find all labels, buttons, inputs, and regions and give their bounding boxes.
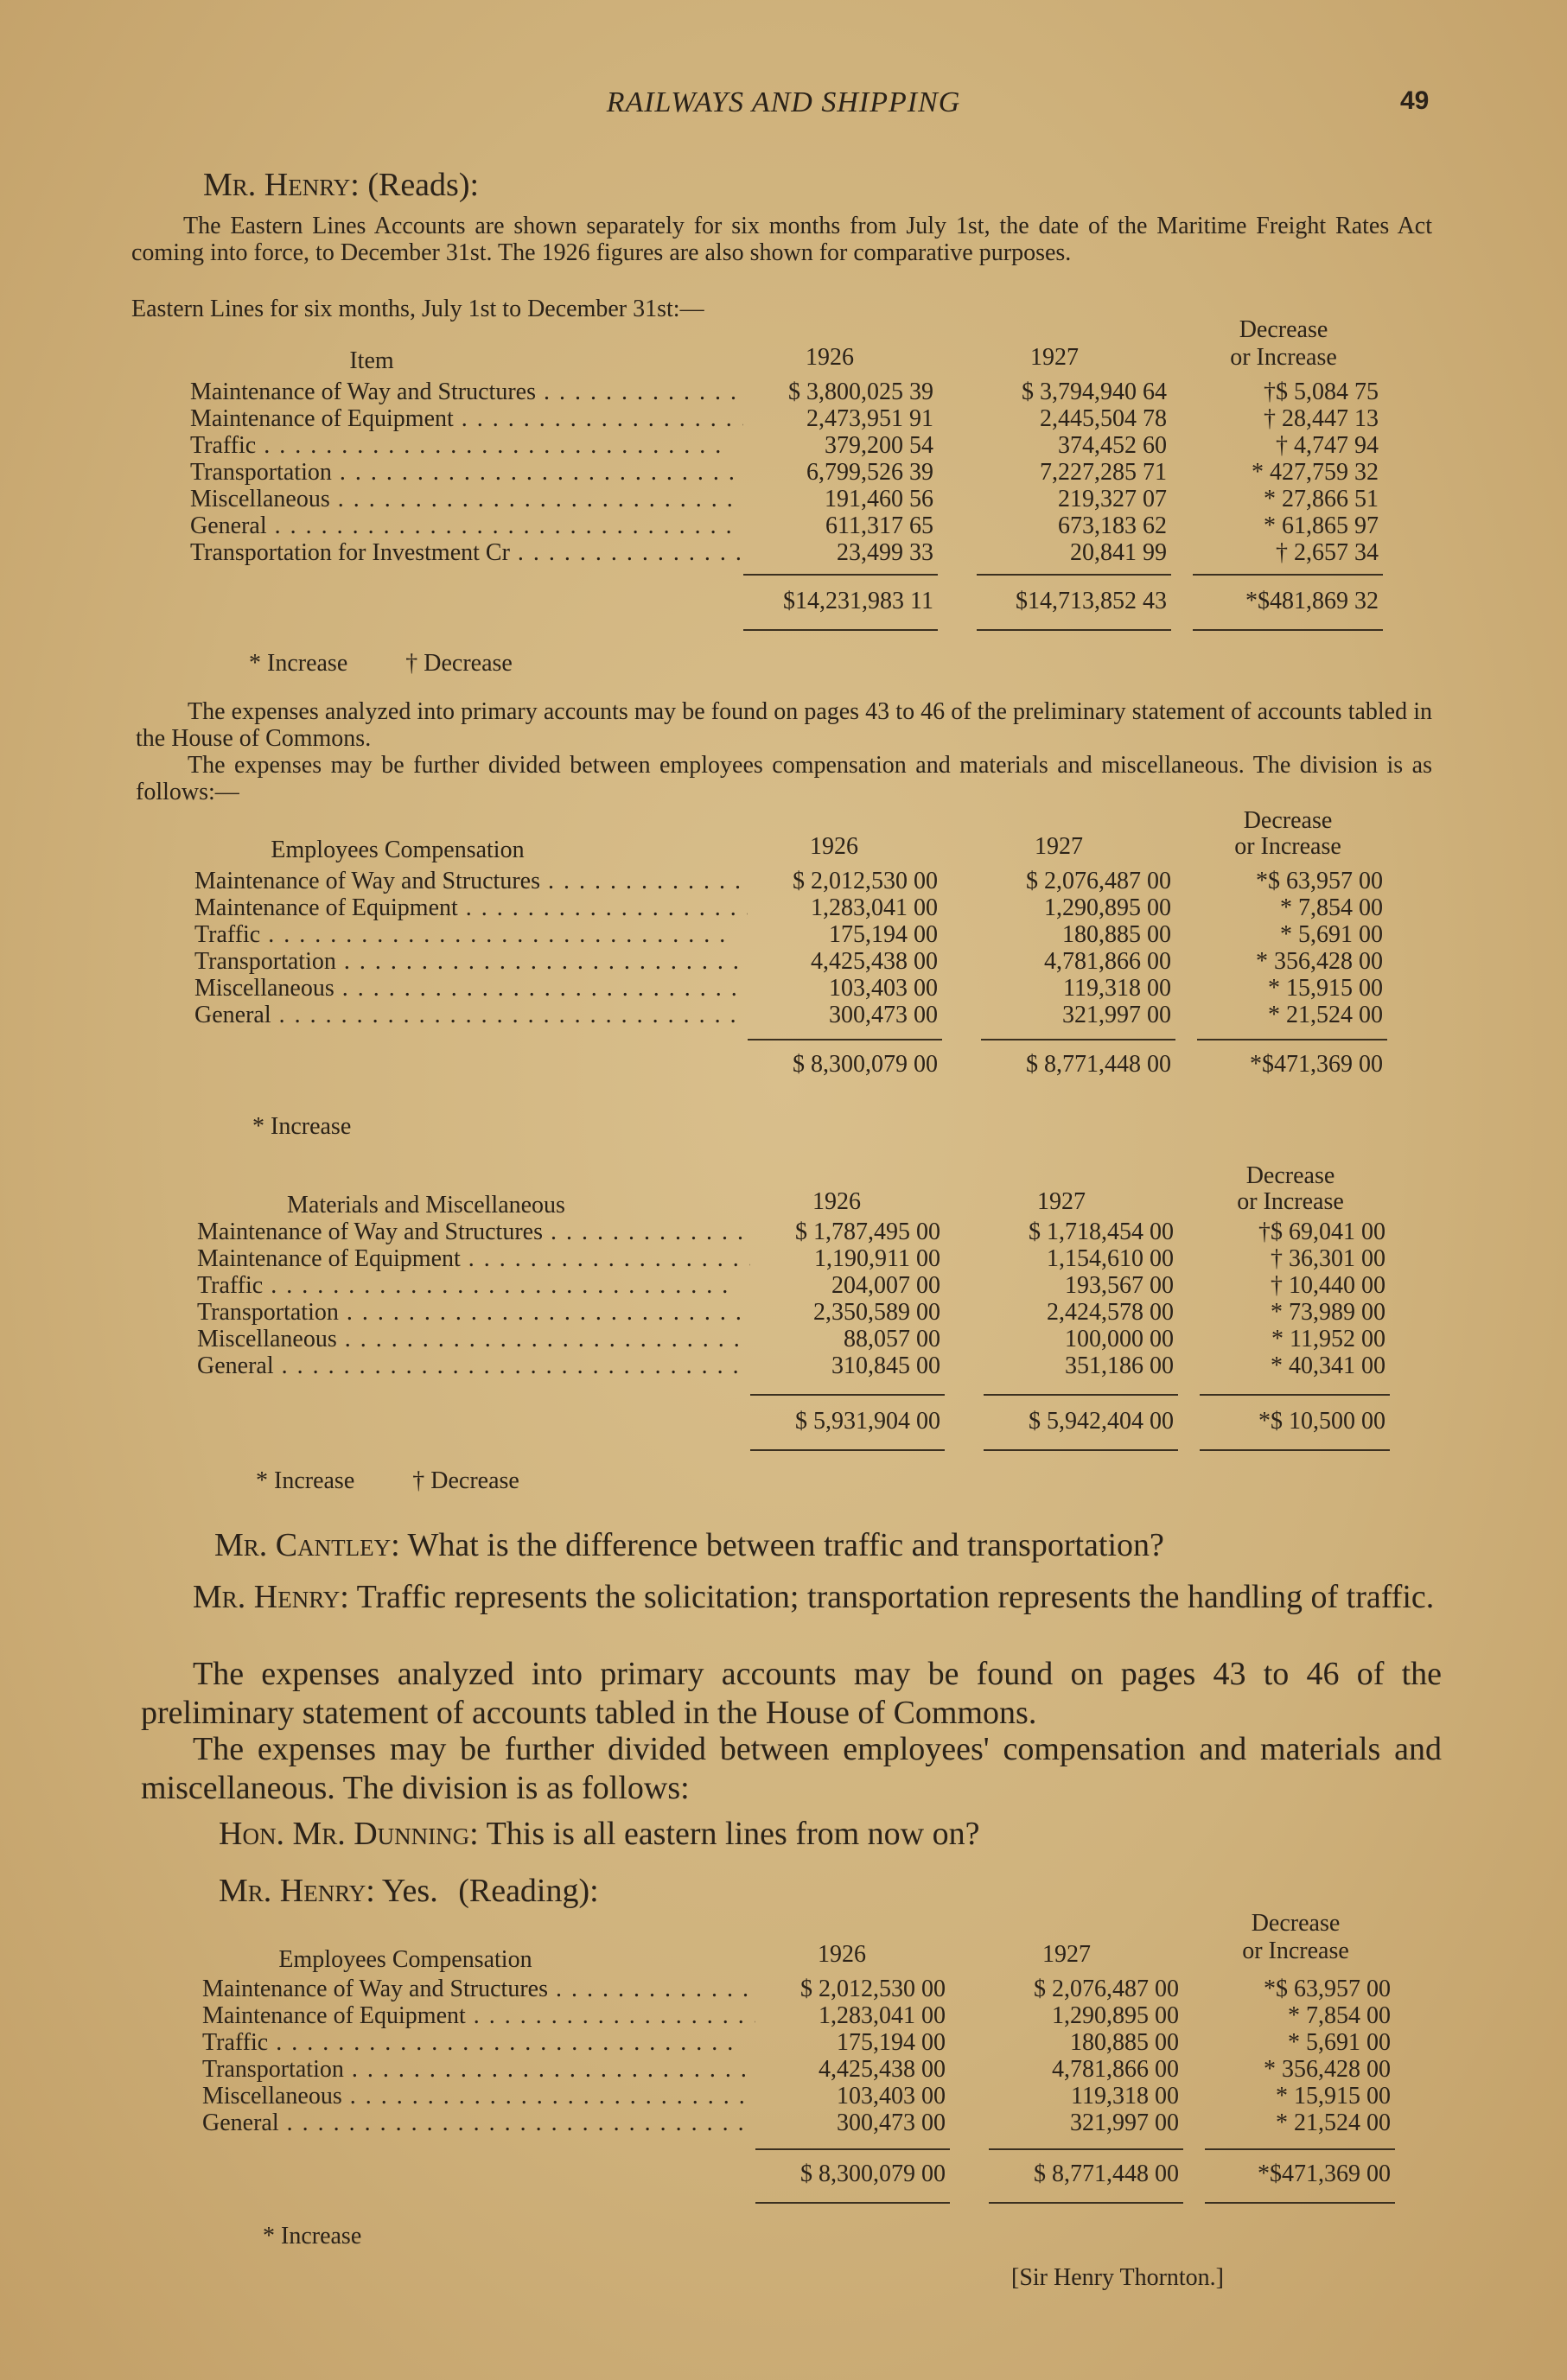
sum-rule	[750, 1449, 945, 1451]
value-1926: 2,350,589 00	[813, 1299, 940, 1326]
dialogue-text: Traffic represents the solicitation; transportation represents the handling of traffic.	[356, 1579, 1435, 1615]
col-header-1926: 1926	[812, 1188, 861, 1215]
value-1926: 175,194 00	[829, 921, 938, 948]
sum-rule	[989, 2202, 1183, 2204]
col-header-decrease: Decrease	[1239, 316, 1328, 343]
value-difference: * 7,854 00	[1288, 2002, 1391, 2029]
value-1926: 1,283,041 00	[819, 2002, 946, 2029]
col-header-decrease: Decrease	[1251, 1910, 1341, 1937]
value-difference: * 21,524 00	[1268, 1002, 1383, 1028]
col-header-decrease: Decrease	[1243, 807, 1333, 834]
row-label: Miscellaneous . . .	[190, 486, 743, 512]
col-header-item: Materials and Miscellaneous	[287, 1192, 565, 1219]
division-paragraph-large: The expenses may be further divided between employees' compensation and materials and miscellaneous. The division is as follows:	[141, 1731, 1442, 1806]
value-1927: 1,154,610 00	[1047, 1245, 1174, 1272]
value-1927: 7,227,285 71	[1040, 459, 1167, 486]
table-row	[202, 1976, 1395, 2002]
materials-misc-table	[197, 1162, 1390, 1456]
row-label: Maintenance of Way and Structures . . .	[190, 379, 743, 405]
stage-direction: (Reading):	[458, 1873, 599, 1909]
value-difference: † 2,657 34	[1276, 539, 1379, 566]
value-1926: 175,194 00	[837, 2029, 946, 2056]
footnote-increase: * Increase	[263, 2223, 362, 2250]
value-1927: 351,186 00	[1065, 1352, 1174, 1379]
value-1926: 310,845 00	[831, 1352, 940, 1379]
row-label: General . . .	[197, 1352, 750, 1379]
value-1926: 4,425,438 00	[811, 948, 938, 975]
table-row	[197, 1245, 1390, 1272]
sum-rule	[984, 1394, 1178, 1396]
row-label: Maintenance of Equipment . . .	[190, 405, 743, 432]
sum-rule	[1193, 629, 1383, 631]
footnote-decrease: † Decrease	[412, 1467, 519, 1494]
value-1927: 2,424,578 00	[1047, 1299, 1174, 1326]
value-1926: 6,799,526 39	[806, 459, 933, 486]
table-row	[202, 2083, 1395, 2110]
speaker-attribution: [Sir Henry Thornton.]	[1011, 2264, 1224, 2291]
row-label: Traffic . . .	[190, 432, 743, 459]
table-row	[202, 2029, 1395, 2056]
dialogue-text: Yes.	[381, 1873, 438, 1909]
value-1926: 191,460 56	[825, 486, 933, 512]
table-row	[194, 894, 1387, 921]
intro-subheading: Eastern Lines for six months, July 1st to December 31st:—	[131, 296, 704, 322]
value-1927: 4,781,866 00	[1052, 2056, 1179, 2083]
page-number: 49	[1400, 86, 1430, 115]
speaker-name: Hon. Mr. Dunning:	[219, 1816, 479, 1852]
value-difference: * 15,915 00	[1276, 2083, 1391, 2110]
value-difference: * 27,866 51	[1264, 486, 1379, 512]
row-label: Transportation . . .	[202, 2056, 755, 2083]
value-difference: † 36,301 00	[1271, 1245, 1385, 1272]
value-1926: 204,007 00	[831, 1272, 940, 1299]
value-1926: 23,499 33	[837, 539, 933, 566]
stage-direction: (Reads):	[367, 167, 480, 203]
table-row	[197, 1299, 1390, 1326]
value-1926: 300,473 00	[829, 1002, 938, 1028]
table-row	[202, 2056, 1395, 2083]
value-difference: * 40,341 00	[1271, 1352, 1385, 1379]
value-difference: * 5,691 00	[1288, 2029, 1391, 2056]
col-header-or-increase: or Increase	[1234, 833, 1341, 860]
dialogue-text: What is the difference between traffic and transportation?	[407, 1527, 1164, 1563]
table-row	[202, 2002, 1395, 2029]
row-label: Maintenance of Equipment . . .	[202, 2002, 755, 2029]
value-difference: * 11,952 00	[1271, 1326, 1385, 1352]
row-label: Traffic . . .	[197, 1272, 750, 1299]
sum-rule	[1205, 2202, 1395, 2204]
running-header: RAILWAYS AND SHIPPING	[606, 86, 961, 118]
value-difference: * 356,428 00	[1256, 948, 1383, 975]
col-header-1926: 1926	[810, 833, 858, 860]
table-row	[190, 405, 1383, 432]
total-difference: *$481,869 32	[1245, 588, 1379, 614]
table-row	[194, 975, 1387, 1002]
table3-footnote	[256, 1467, 571, 1495]
value-1926: $ 2,012,530 00	[793, 868, 938, 894]
value-difference: * 5,691 00	[1280, 921, 1383, 948]
sum-rule	[1200, 1394, 1390, 1396]
row-label: General . . .	[202, 2110, 755, 2136]
value-1926: 103,403 00	[829, 975, 938, 1002]
row-label: Maintenance of Way and Structures . . .	[194, 868, 748, 894]
eastern-lines-table	[190, 316, 1383, 645]
total-row	[197, 1408, 1390, 1435]
col-header-1927: 1927	[1030, 344, 1079, 371]
value-1927: 20,841 99	[1070, 539, 1167, 566]
intro-paragraph: The Eastern Lines Accounts are shown separately for six months from July 1st, the date of the Maritime Freight Rates Act coming into force, to December 31st. The 1926 figures are also shown for comparative purposes.	[131, 213, 1432, 266]
total-1927: $ 8,771,448 00	[1034, 2160, 1179, 2187]
row-label: Miscellaneous . . .	[202, 2083, 755, 2110]
col-header-1926: 1926	[806, 344, 854, 371]
table-row	[197, 1219, 1390, 1245]
row-label: General . . .	[190, 512, 743, 539]
col-header-item: Employees Compensation	[278, 1946, 532, 1973]
col-header-1927: 1927	[1037, 1188, 1086, 1215]
value-1927: 193,567 00	[1065, 1272, 1174, 1299]
value-1926: 2,473,951 91	[806, 405, 933, 432]
speaker-name: Mr. Henry:	[203, 167, 360, 203]
table-row	[190, 459, 1383, 486]
value-1926: 88,057 00	[844, 1326, 940, 1352]
row-label: Traffic . . .	[194, 921, 748, 948]
value-difference: * 427,759 32	[1252, 459, 1379, 486]
value-1926: 4,425,438 00	[819, 2056, 946, 2083]
value-1927: 1,290,895 00	[1044, 894, 1171, 921]
total-difference: *$471,369 00	[1250, 1051, 1383, 1078]
speaker-name: Mr. Henry:	[219, 1873, 375, 1909]
total-1926: $ 5,931,904 00	[795, 1408, 940, 1435]
value-1927: 119,318 00	[1071, 2083, 1179, 2110]
expenses-paragraph: The expenses analyzed into primary accounts may be found on pages 43 to 46 of the preliminary statement of accounts tabled in the House of Commons.	[136, 698, 1432, 752]
employees-compensation-table	[194, 807, 1387, 1088]
total-1927: $ 5,942,404 00	[1029, 1408, 1174, 1435]
expenses-paragraph-large: The expenses analyzed into primary accounts may be found on pages 43 to 46 of the preliminary statement of accounts tabled in the House of Commons.	[141, 1656, 1442, 1731]
value-1926: 379,200 54	[825, 432, 933, 459]
value-difference: *$ 63,957 00	[1264, 1976, 1391, 2002]
row-label: Maintenance of Equipment . . .	[197, 1245, 750, 1272]
table-row	[194, 868, 1387, 894]
value-1927: $ 3,794,940 64	[1022, 379, 1167, 405]
row-label: Transportation . . .	[197, 1299, 750, 1326]
speaker-name: Mr. Henry:	[193, 1579, 349, 1615]
table-row	[197, 1352, 1390, 1379]
row-label: Maintenance of Way and Structures . . .	[197, 1219, 750, 1245]
value-1927: 673,183 62	[1058, 512, 1167, 539]
value-1926: 103,403 00	[837, 2083, 946, 2110]
total-difference: *$ 10,500 00	[1258, 1408, 1385, 1435]
value-1927: $ 2,076,487 00	[1026, 868, 1171, 894]
table-row	[197, 1272, 1390, 1299]
intro-speaker-line	[203, 166, 479, 204]
col-header-or-increase: or Increase	[1237, 1188, 1344, 1215]
col-header-or-increase: or Increase	[1242, 1938, 1349, 1964]
row-label: Transportation . . .	[190, 459, 743, 486]
table-row	[190, 432, 1383, 459]
sum-rule	[755, 2202, 950, 2204]
total-row	[202, 2160, 1395, 2187]
value-1926: 1,190,911 00	[814, 1245, 940, 1272]
value-1927: 100,000 00	[1065, 1326, 1174, 1352]
employees-compensation-table-repeat	[202, 1910, 1395, 2212]
row-label: General . . .	[194, 1002, 748, 1028]
value-1927: 374,452 60	[1058, 432, 1167, 459]
dialogue-text: This is all eastern lines from now on?	[486, 1816, 980, 1852]
value-1926: $ 2,012,530 00	[800, 1976, 946, 2002]
value-1926: $ 1,787,495 00	[795, 1219, 940, 1245]
col-header-item: Employees Compensation	[271, 837, 525, 863]
footnote-increase: * Increase	[252, 1113, 352, 1140]
total-row	[194, 1051, 1387, 1078]
sum-rule	[743, 629, 938, 631]
value-1926: 611,317 65	[825, 512, 933, 539]
value-1927: 180,885 00	[1070, 2029, 1179, 2056]
table4-footnote	[263, 2223, 413, 2250]
table-row	[190, 379, 1383, 405]
sum-rule	[1205, 2148, 1395, 2150]
table-row	[190, 539, 1383, 566]
value-difference: † 10,440 00	[1271, 1272, 1385, 1299]
value-1927: 4,781,866 00	[1044, 948, 1171, 975]
footnote-decrease: † Decrease	[405, 650, 513, 677]
henry-answer	[141, 1578, 1442, 1617]
value-difference: * 7,854 00	[1280, 894, 1383, 921]
value-difference: * 61,865 97	[1264, 512, 1379, 539]
sum-rule	[981, 1039, 1175, 1040]
row-label: Miscellaneous . . .	[197, 1326, 750, 1352]
sum-rule	[989, 2148, 1183, 2150]
table-row	[197, 1326, 1390, 1352]
sum-rule	[755, 2148, 950, 2150]
sum-rule	[750, 1394, 945, 1396]
division-paragraph: The expenses may be further divided between employees compensation and materials and miscellaneous. The division is as follows:—	[136, 752, 1432, 805]
row-label: Transportation . . .	[194, 948, 748, 975]
table-row	[194, 921, 1387, 948]
sum-rule	[1193, 574, 1383, 576]
table1-footnote	[249, 650, 564, 678]
footnote-increase: * Increase	[256, 1467, 355, 1494]
sum-rule	[977, 629, 1171, 631]
value-1927: 119,318 00	[1063, 975, 1171, 1002]
value-1927: 219,327 07	[1058, 486, 1167, 512]
value-1927: $ 2,076,487 00	[1034, 1976, 1179, 2002]
table-row	[194, 1002, 1387, 1028]
value-difference: * 356,428 00	[1264, 2056, 1391, 2083]
table-row	[194, 948, 1387, 975]
cantley-question	[214, 1526, 1424, 1564]
henry-reading	[219, 1872, 1429, 1910]
value-difference: † 28,447 13	[1264, 405, 1379, 432]
table-row	[190, 512, 1383, 539]
value-1926: 1,283,041 00	[811, 894, 938, 921]
sum-rule	[984, 1449, 1178, 1451]
sum-rule	[743, 574, 938, 576]
value-difference: * 15,915 00	[1268, 975, 1383, 1002]
value-1926: 300,473 00	[837, 2110, 946, 2136]
value-1927: 321,997 00	[1062, 1002, 1171, 1028]
col-header-1926: 1926	[818, 1941, 866, 1968]
value-1927: 2,445,504 78	[1040, 405, 1167, 432]
total-1926: $ 8,300,079 00	[800, 2160, 946, 2187]
sum-rule	[1200, 1449, 1390, 1451]
col-header-or-increase: or Increase	[1230, 344, 1337, 371]
value-1926: $ 3,800,025 39	[788, 379, 933, 405]
speaker-name: Mr. Cantley:	[214, 1527, 400, 1563]
table-row	[202, 2110, 1395, 2136]
value-1927: 321,997 00	[1070, 2110, 1179, 2136]
value-difference: † 4,747 94	[1276, 432, 1379, 459]
row-label: Maintenance of Equipment . . .	[194, 894, 748, 921]
total-1926: $ 8,300,079 00	[793, 1051, 938, 1078]
total-row	[190, 588, 1383, 614]
row-label: Traffic . . .	[202, 2029, 755, 2056]
table-row	[190, 486, 1383, 512]
value-1927: 180,885 00	[1062, 921, 1171, 948]
value-difference: * 73,989 00	[1271, 1299, 1385, 1326]
value-difference: †$ 5,084 75	[1264, 379, 1379, 405]
total-1927: $14,713,852 43	[1016, 588, 1167, 614]
row-label: Transportation for Investment Cr . . .	[190, 539, 743, 566]
sum-rule	[1197, 1039, 1387, 1040]
sum-rule	[748, 1039, 942, 1040]
total-1927: $ 8,771,448 00	[1026, 1051, 1171, 1078]
sum-rule	[977, 574, 1171, 576]
value-1927: 1,290,895 00	[1052, 2002, 1179, 2029]
footnote-increase: * Increase	[249, 650, 348, 677]
col-header-1927: 1927	[1035, 833, 1083, 860]
value-difference: *$ 63,957 00	[1256, 868, 1383, 894]
table2-footnote	[252, 1113, 403, 1141]
row-label: Miscellaneous . . .	[194, 975, 748, 1002]
col-header-decrease: Decrease	[1245, 1162, 1335, 1189]
value-difference: †$ 69,041 00	[1258, 1219, 1385, 1245]
value-difference: * 21,524 00	[1276, 2110, 1391, 2136]
col-header-1927: 1927	[1042, 1941, 1091, 1968]
dunning-question	[219, 1815, 1429, 1853]
col-header-item: Item	[349, 347, 394, 374]
value-1927: $ 1,718,454 00	[1029, 1219, 1174, 1245]
row-label: Maintenance of Way and Structures . . .	[202, 1976, 755, 2002]
total-difference: *$471,369 00	[1258, 2160, 1391, 2187]
total-1926: $14,231,983 11	[783, 588, 933, 614]
